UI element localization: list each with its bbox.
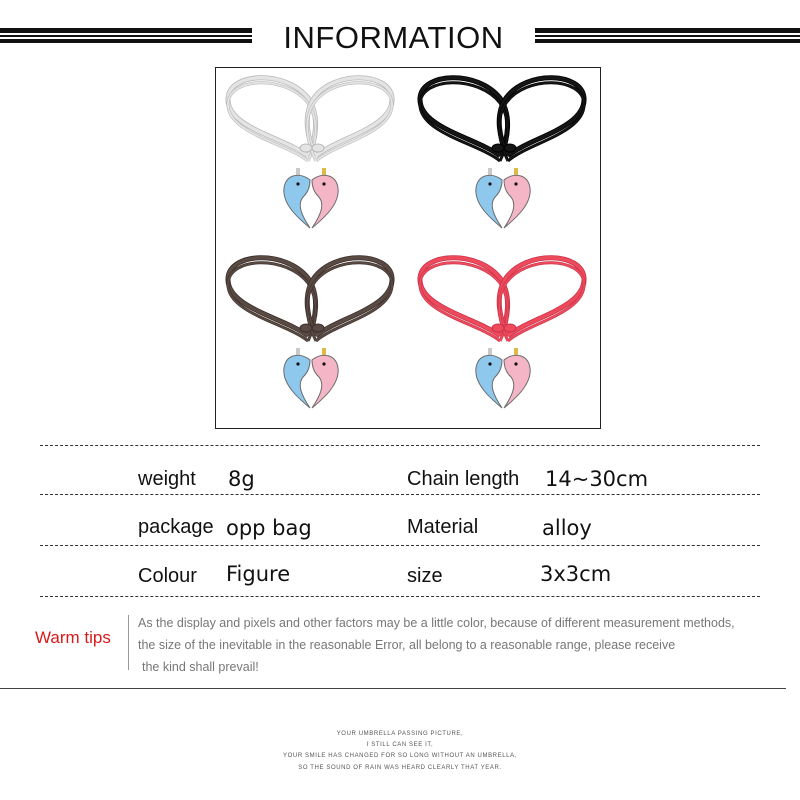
header-right-stripes bbox=[535, 28, 800, 42]
material-value: alloy bbox=[542, 516, 592, 540]
material-label: Material bbox=[407, 516, 479, 538]
divider bbox=[40, 445, 760, 446]
footer-line-3: YOUR SMILE HAS CHANGED FOR SO LONG WITHOUT AN UMBRELLA, bbox=[283, 753, 517, 759]
chain-length-label: Chain length bbox=[407, 468, 520, 490]
tips-line-1: As the display and pixels and other factors may be a little color, because of different measurement methods, bbox=[138, 616, 735, 630]
chain-length-value: 14~30cm bbox=[545, 467, 649, 491]
size-label: size bbox=[407, 565, 443, 587]
bracelet-variants-image bbox=[216, 68, 600, 428]
warm-tips-label: Warm tips bbox=[35, 628, 111, 647]
footer-line-4: SO THE SOUND OF RAIN WAS HEARD CLEARLY THAT YEAR. bbox=[298, 765, 502, 771]
divider bbox=[40, 596, 760, 597]
bracelet-pair-brown bbox=[228, 258, 392, 408]
colour-value: Figure bbox=[226, 562, 291, 586]
weight-label: weight bbox=[138, 468, 196, 490]
footer-line-1: YOUR UMBRELLA PASSING PICTURE, bbox=[336, 731, 464, 737]
tips-line-2: the size of the inevitable in the reasonable Error, all belong to a reasonable range, please receive bbox=[138, 638, 676, 652]
footer-line-2: I STILL CAN SEE IT, bbox=[366, 742, 434, 748]
divider bbox=[40, 545, 760, 546]
bracelet-pair-white bbox=[228, 78, 392, 228]
section-header bbox=[0, 14, 800, 64]
size-value: 3x3cm bbox=[540, 562, 612, 586]
bracelet-pair-red bbox=[420, 258, 584, 408]
colour-label: Colour bbox=[138, 565, 197, 587]
tips-separator bbox=[128, 615, 129, 670]
tips-line-3: the kind shall prevail! bbox=[142, 660, 259, 674]
page-title: INFORMATION bbox=[283, 20, 504, 55]
package-value: opp bag bbox=[226, 516, 312, 540]
package-label: package bbox=[138, 516, 214, 538]
product-photo bbox=[215, 67, 601, 429]
footer-rule bbox=[0, 688, 786, 689]
divider bbox=[40, 494, 760, 495]
header-left-stripes bbox=[0, 28, 252, 42]
bracelet-pair-black bbox=[420, 78, 584, 228]
weight-value: 8g bbox=[228, 467, 255, 491]
